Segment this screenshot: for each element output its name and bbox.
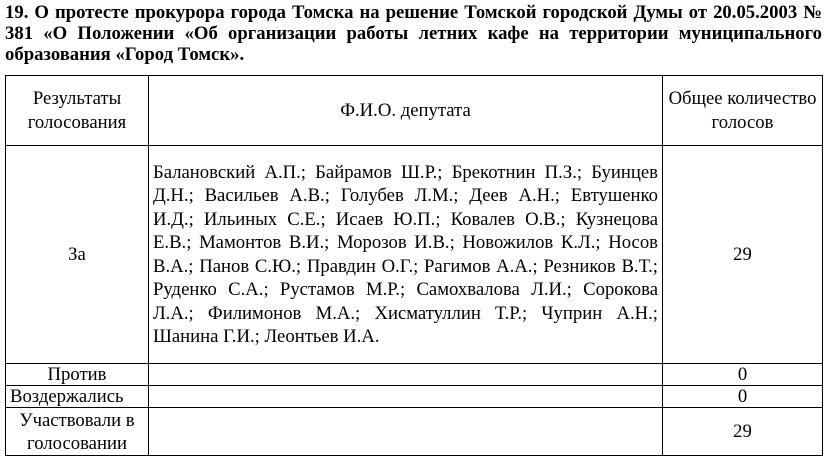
header-fio: Ф.И.О. депутата bbox=[149, 76, 663, 146]
resolution-heading: 19. О протесте прокурора города Томска на решение Томской городской Думы от 20.05.2003 № 381 «О Положении «Об организации работы летних кафе на территории муниципального образования «Город Томск». bbox=[5, 2, 822, 65]
deputies-for-list: Балановский А.П.; Байрамов Ш.Р.; Брекотнин П.З.; Буинцев Д.Н.; Васильев А.В.; Голубев Л.М.; Деев А.Н.; Евтушенко И.Д.; Ильиных С.Е.; Исаев Ю.П.; Ковалев О.В.; Кузнецова Е.В.; Мамонтов В.И.; Морозов И.В.; Новожилов К.Л.; Носов В.А.; Панов С.Ю.; Правдин О.Г.; Рагимов А.А.; Резников В.Т.; Руденко С.А.; Рустамов М.Р.; Самохвалова Л.И.; Сорокова Л.А.; Филимонов М.А.; Хисматуллин Т.Р.; Чуприн А.Н.; Шанина Г.И.; Леонтьев И.А. bbox=[149, 146, 663, 364]
count-against: 0 bbox=[663, 364, 823, 386]
header-results: Результаты голосования bbox=[6, 76, 149, 146]
deputies-against-list bbox=[149, 364, 663, 386]
voting-results-table bbox=[5, 75, 823, 456]
table-row-participated bbox=[6, 408, 823, 456]
table-row-abstained bbox=[6, 386, 823, 408]
table-row-against bbox=[6, 364, 823, 386]
header-total: Общее количество голосов bbox=[663, 76, 823, 146]
table-row-for bbox=[6, 146, 823, 364]
count-for: 29 bbox=[663, 146, 823, 364]
count-abstained: 0 bbox=[663, 386, 823, 408]
result-abstained-label: Воздержались bbox=[6, 386, 149, 408]
count-participated: 29 bbox=[663, 408, 823, 456]
result-against-label: Против bbox=[6, 364, 149, 386]
deputies-abstained-list bbox=[149, 386, 663, 408]
result-for-label: За bbox=[6, 146, 149, 364]
deputies-participated-list bbox=[149, 408, 663, 456]
table-header-row bbox=[6, 76, 823, 146]
result-participated-label: Участвовали в голосовании bbox=[6, 408, 149, 456]
